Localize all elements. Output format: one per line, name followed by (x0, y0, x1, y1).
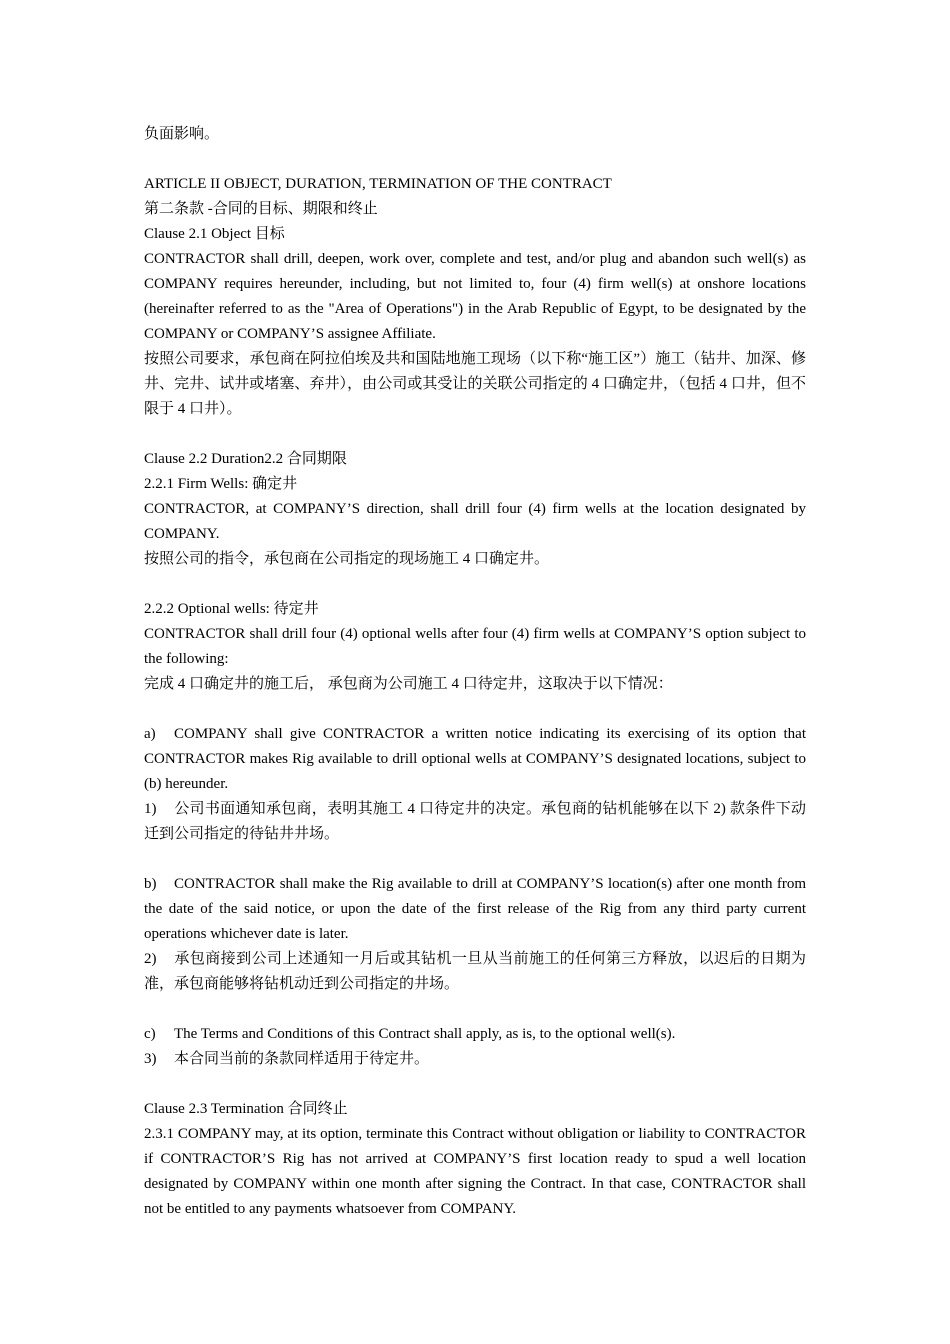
blank-line (144, 422, 806, 447)
clause-2-3-1-text: 2.3.1 COMPANY may, at its option, terminate this Contract without obligation or liability to CONTRACTOR if CONTRACTOR’S Rig has not arrived at COMPANY’S first location ready to spud a well location designated by COMPANY within one month after signing the Contract. In that case, CONTRACTOR shall not be entitled to any payments whatsoever from COMPANY. (144, 1126, 806, 1217)
clause-2-2-2-heading: 2.2.2 Optional wells: 待定井 (144, 601, 319, 617)
item-1-number: 1) (144, 801, 157, 817)
item-3-number: 3) (144, 1051, 157, 1067)
blank-line (144, 697, 806, 722)
item-2-cn (144, 947, 806, 997)
blank-line (144, 847, 806, 872)
paragraph-continuation: 负面影响。 (144, 126, 220, 142)
item-b (144, 872, 806, 947)
blank-line (144, 997, 806, 1022)
item-1-cn (144, 797, 806, 847)
item-b-number: b) (144, 876, 157, 892)
document-page (144, 122, 806, 1222)
clause-2-2-heading: Clause 2.2 Duration2.2 合同期限 (144, 451, 347, 467)
blank-line (144, 1072, 806, 1097)
item-3-cn (144, 1047, 806, 1072)
item-3-text: 本合同当前的条款同样适用于待定井。 (174, 1051, 430, 1067)
clause-2-1-text: CONTRACTOR shall drill, deepen, work over, complete and test, and/or plug and abandon such well(s) as COMPANY requires hereunder, including, but not limited to, four (4) firm well(s) at onshore locations (hereinafter referred to as the "Area of Operations") in the Arab Republic of Egypt, to be designated by the COMPANY or COMPANY’S assignee Affiliate. (144, 251, 806, 342)
article-heading-cn: 第二条款 -合同的目标、期限和终止 (144, 201, 378, 217)
clause-2-1-heading: Clause 2.1 Object 目标 (144, 226, 285, 242)
item-b-text: CONTRACTOR shall make the Rig available to drill at COMPANY’S location(s) after one month from the date of the said notice, or upon the date of the first release of the Rig from any third party current operations whichever date is later. (144, 876, 806, 942)
item-1-text: 公司书面通知承包商，表明其施工 4 口待定井的决定。承包商的钻机能够在以下 2) 款条件下动迁到公司指定的待钻井井场。 (144, 801, 806, 842)
blank-line (144, 572, 806, 597)
clause-2-2-2-text: CONTRACTOR shall drill four (4) optional wells after four (4) firm wells at COMPANY’S option subject to the following: (144, 626, 806, 667)
clause-2-1-text-cn: 按照公司要求，承包商在阿拉伯埃及共和国陆地施工现场（以下称“施工区”）施工（钻井、加深、修井、完井、试井或堵塞、弃井），由公司或其受让的关联公司指定的 4 口确定井，（包括 4 口井，但不限于 4 口井）。 (144, 351, 806, 417)
item-a-number: a) (144, 726, 156, 742)
item-2-text: 承包商接到公司上述通知一月后或其钻机一旦从当前施工的任何第三方释放，以迟后的日期为准，承包商能够将钻机动迁到公司指定的井场。 (144, 951, 806, 992)
item-a-text: COMPANY shall give CONTRACTOR a written notice indicating its exercising of its option that CONTRACTOR makes Rig available to drill optional wells at COMPANY’S designated locations, subject to (b) hereunder. (144, 726, 806, 792)
clause-2-2-1-text-cn: 按照公司的指令，承包商在公司指定的现场施工 4 口确定井。 (144, 551, 550, 567)
article-heading: ARTICLE II OBJECT, DURATION, TERMINATION OF THE CONTRACT (144, 176, 612, 192)
item-2-number: 2) (144, 951, 157, 967)
item-a (144, 722, 806, 797)
item-c-number: c) (144, 1026, 156, 1042)
clause-2-2-1-text: CONTRACTOR, at COMPANY’S direction, shall drill four (4) firm wells at the location designated by COMPANY. (144, 501, 806, 542)
blank-line (144, 147, 806, 172)
item-c (144, 1022, 806, 1047)
item-c-text: The Terms and Conditions of this Contract shall apply, as is, to the optional well(s). (174, 1026, 676, 1042)
clause-2-3-heading: Clause 2.3 Termination 合同终止 (144, 1101, 348, 1117)
clause-2-2-1-heading: 2.2.1 Firm Wells: 确定井 (144, 476, 298, 492)
clause-2-2-2-text-cn: 完成 4 口确定井的施工后， 承包商为公司施工 4 口待定井，这取决于以下情况： (144, 676, 673, 692)
